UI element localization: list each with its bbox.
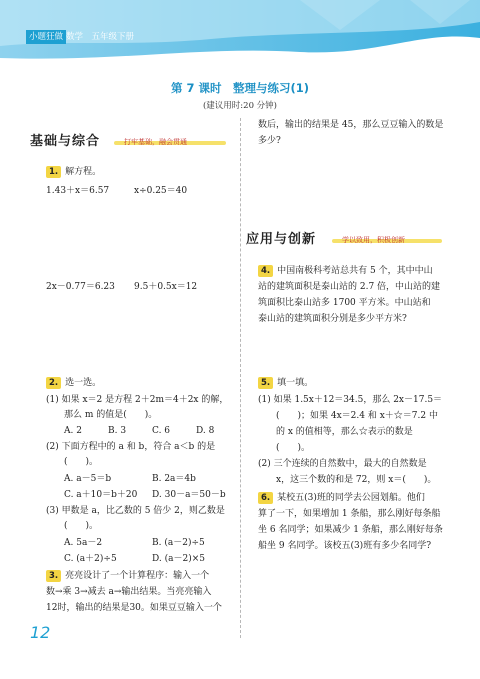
- q2-p3-option-b: B. (a－2)÷5: [152, 538, 205, 548]
- section-basics-slogan: 打牢基础，融会贯通: [124, 138, 187, 146]
- q2-number: 2.: [46, 377, 61, 389]
- q3-line4: 数后，输出的结果是 45，那么豆豆输入的数是: [258, 120, 444, 130]
- q1-eq-c: 2x－0.77＝6.23: [46, 282, 115, 292]
- q2-p1-line1: (1) 如果 x＝2 是方程 2＋2m＝4＋2x 的解，: [46, 395, 229, 405]
- q2-p3-option-c: C. (a＋2)÷5: [64, 554, 117, 564]
- q5-line4: ( )。: [276, 443, 311, 453]
- header-subject: 数学 五年级下册: [66, 32, 135, 42]
- q1-header: [46, 165, 101, 180]
- page-number: 12: [30, 623, 51, 642]
- q6-line4: 船坐 9 名同学。该校五(3)班有多少名同学?: [258, 541, 432, 551]
- q1-number: 1.: [46, 166, 61, 178]
- section-application-slogan: 学以致用，积极创新: [342, 236, 405, 244]
- q6-line2: 算了一下，如果增加 1 条船，那么刚好每条船: [258, 509, 441, 519]
- q4-line1: 中国南极科考站总共有 5 个，其中中山: [277, 266, 433, 276]
- q6-number: 6.: [258, 492, 273, 504]
- q4-line2: 站的建筑面积是泰山站的 2.7 倍，中山站的建: [258, 282, 441, 292]
- q3-line3: 12时，输出的结果是30。如果豆豆输入一个: [46, 603, 222, 613]
- section-basics-heading: 基础与综合: [30, 134, 101, 149]
- section-basics: [30, 130, 230, 154]
- q5-header: [258, 376, 313, 391]
- q2-p2-option-c: C. a＋10＝b＋20: [64, 490, 138, 500]
- q2-p2-option-b: B. 2a＝4b: [152, 474, 196, 484]
- q2-p1-line2: 那么 m 的值是( )。: [64, 410, 158, 420]
- q2-p2-line1: (2) 下面方程中的 a 和 b，符合 a＜b 的是: [46, 442, 216, 452]
- q2-p1-option-c: C. 6: [152, 426, 171, 436]
- q3-line5: 多少?: [258, 136, 281, 146]
- q2-header: [46, 376, 101, 391]
- q2-label: 选一选。: [65, 378, 102, 388]
- q2-p1-option-a: A. 2: [64, 426, 82, 436]
- q6-line1: 某校五(3)班的同学去公园划船。他们: [277, 493, 425, 503]
- q2-p2-option-d: D. 30－a＝50－b: [152, 490, 226, 500]
- q6-line1-row: [258, 491, 425, 506]
- header-tag: 小题狂做: [26, 30, 66, 44]
- q3-line1-row: [46, 569, 209, 584]
- section-application: [246, 228, 446, 252]
- q2-p1-option-b: B. 3: [108, 426, 127, 436]
- q2-p2-option-a: A. a－5＝b: [64, 474, 112, 484]
- section-application-heading: 应用与创新: [246, 232, 317, 247]
- q5-line1: (1) 如果 1.5x＋12＝34.5，那么 2x－17.5＝: [258, 395, 443, 405]
- q4-line1-row: [258, 264, 433, 279]
- q2-p2-line2: ( )。: [64, 457, 99, 467]
- q3-line1: 亮亮设计了一个计算程序：输入一个: [65, 571, 210, 581]
- q3-line2: 数→乘 3→减去 a→输出结果。当亮亮输入: [46, 587, 212, 597]
- q3-number: 3.: [46, 570, 61, 582]
- q5-number: 5.: [258, 377, 273, 389]
- page-title: 第 7 课时 整理与练习(1): [170, 81, 310, 95]
- q5-label: 填一填。: [277, 378, 314, 388]
- q5-line5: (2) 三个连续的自然数中，最大的自然数是: [258, 459, 427, 469]
- q6-line3: 坐 6 名同学；如果减少 1 条船，那么刚好每条: [258, 525, 443, 535]
- q5-line6: x，这三个数的和是 72，则 x＝( )。: [276, 475, 437, 485]
- q2-p3-option-a: A. 5a－2: [64, 538, 103, 548]
- q1-eq-a: 1.43＋x＝6.57: [46, 186, 110, 196]
- page-subtitle: (建议用时:20 分钟): [202, 101, 277, 111]
- q1-eq-b: x÷0.25＝40: [134, 186, 188, 196]
- q1-label: 解方程。: [65, 167, 102, 177]
- q2-p3-option-d: D. (a－2)×5: [152, 554, 205, 564]
- q4-line3: 筑面积比泰山站多 1700 平方米。中山站和: [258, 298, 431, 308]
- q2-p3-line2: ( )。: [64, 521, 99, 531]
- q2-p1-option-d: D. 8: [196, 426, 215, 436]
- q5-line2: ( )；如果 4x＝2.4 和 x＋☆＝7.2 中: [276, 411, 438, 421]
- q5-line3: 的 x 的值相等，那么☆表示的数是: [276, 427, 413, 437]
- q4-number: 4.: [258, 265, 273, 277]
- column-divider: [240, 118, 241, 638]
- q1-eq-d: 9.5＋0.5x＝12: [134, 282, 198, 292]
- q2-p3-line1: (3) 甲数是 a，比乙数的 5 倍少 2，则乙数是: [46, 506, 225, 516]
- q4-line4: 泰山站的建筑面积分别是多少平方米?: [258, 314, 407, 324]
